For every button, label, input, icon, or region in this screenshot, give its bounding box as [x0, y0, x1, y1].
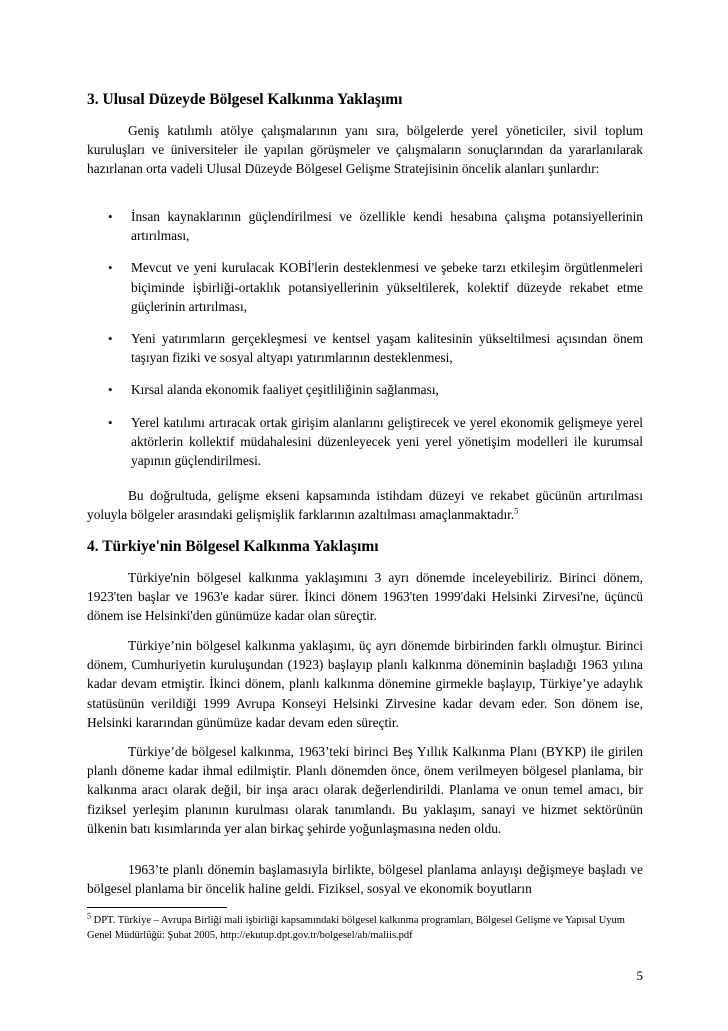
- footnote-reference[interactable]: 5: [514, 506, 519, 516]
- list-item-text: İnsan kaynaklarının güçlendirilmesi ve özellikle kendi hesabına çalışma potansiyellerinin artırılması,: [131, 209, 643, 244]
- bullet-icon: •: [108, 331, 113, 347]
- section-4-paragraph: Türkiye'nin bölgesel kalkınma yaklaşımını 3 ayrı dönemde inceleyebiliriz. Birinci dönem, 1923'ten başlar ve 1963'e kadar sürer. İkinci dönem 1963'ten 1999'daki Helsinki Zirvesi'ne, üçüncü dönem ise Helsinki'den günümüze kadar olan süreçtir.: [87, 570, 643, 624]
- list-item: [87, 329, 643, 367]
- list-item-text: Kırsal alanda ekonomik faaliyet çeşitliliğinin sağlanması,: [131, 382, 439, 398]
- list-item: [87, 258, 643, 316]
- section-3-intro-paragraph: Geniş katılımlı atölye çalışmalarının yanı sıra, bölgelerde yerel yöneticiler, sivil toplum kuruluşları ve üniversiteler ile yapılan görüşmeler ve çalışmaların sonuçlarından da yararlanılarak hazırlanan orta vadeli Ulusal Düzeyde Bölgesel Gelişme Stratejisinin öncelik alanları şunlardır:: [87, 123, 643, 177]
- footnote-number: 5: [87, 911, 91, 921]
- bullet-icon: •: [108, 382, 113, 398]
- bullet-icon: •: [108, 209, 113, 224]
- list-item-text: Mevcut ve yeni kurulacak KOBİ'lerin desteklenmesi ve şebeke tarzı etkileşim örgütlenmeleri biçiminde işbirliği-ortaklık potansiyellerinin yükseltilerek, kolektif düzeyde rekabet etme güçlerinin artırılması,: [131, 260, 643, 314]
- list-item-text: Yerel katılımı artıracak ortak girişim alanlarını geliştirecek ve yerel ekonomik gelişmeye yerel aktörlerin kollektif müdahalesini düzenleyecek yeni yerel yönetişim modelleri ile kurumsal yapının güçlendirilmesi.: [131, 414, 643, 469]
- list-item-text: Yeni yatırımların gerçekleşmesi ve kentsel yaşam kalitesinin yükseltilmesi açısından önem taşıyan fiziki ve sosyal altyapı yatırımlarının desteklenmesi,: [131, 331, 643, 366]
- section-4-paragraph: Türkiye’nin bölgesel kalkınma yaklaşımı, üç ayrı dönemde birbirinden farklı olmuştur. Birinci dönem, Cumhuriyetin kuruluşundan (1923) başlayıp planlı kalkınma döneminin başladığı 1963 yılına kadar devam etmiştir. İkinci dönem, planlı kalkınma dönemine girmekle başlayıp, Türkiye’ye adaylık statüsünün verildiği 1999 Avrupa Konseyi Helsinki Zirvesine kadar devam eder. Son dönem ise, Helsinki kararından günümüze kadar devam eden süreçtir.: [87, 638, 643, 730]
- list-item: [87, 207, 643, 245]
- section-4-paragraph: 1963’te planlı dönemin başlamasıyla birlikte, bölgesel planlama anlayışı değişmeye başladı ve bölgesel planlama bir öncelik haline geldi. Fiziksel, sosyal ve ekonomik boyutların: [87, 862, 643, 897]
- section-4-paragraph: Türkiye’de bölgesel kalkınma, 1963’teki birinci Beş Yıllık Kalkınma Planı (BYKP) ile girilen planlı döneme kadar ihmal edilmiştir. Planlı dönemden önce, önem verilmeyen bölgesel planlama, bir kalkınma aracı olarak değil, bir inşa aracı olarak değerlendirildi. Planlama ve onun temel amacı, bir fiziksel yerleşim planının kurulması olarak tanımlandı. Bu yaklaşım, sanayi ve hizmet sektörünün ülkenin batı kısımlarında yer alan birkaç şehirde yoğunlaşmasına neden oldu.: [87, 744, 643, 836]
- footnote-text: DPT. Türkiye – Avrupa Birliği mali işbirliği kapsamındaki bölgesel kalkınma programları, Bölgesel Gelişme ve Yapısal Uyum Genel Müdürlüğü: Şubat 2005, http://ekutup.dpt.gov.tr/bolgesel/ab/maliis.pdf: [87, 915, 625, 941]
- section-4-heading: 4. Türkiye'nin Bölgesel Kalkınma Yaklaşımı: [87, 538, 379, 555]
- list-item: [87, 380, 643, 399]
- section-3-closing-paragraph: [87, 486, 643, 524]
- page-number: 5: [636, 968, 643, 983]
- footnote-divider: [87, 907, 227, 908]
- priority-areas-list: [87, 207, 643, 483]
- section-3-heading: 3. Ulusal Düzeyde Bölgesel Kalkınma Yaklaşımı: [87, 91, 403, 108]
- footnote: [87, 913, 643, 943]
- bullet-icon: •: [108, 260, 113, 276]
- closing-text: Bu doğrultuda, gelişme ekseni kapsamında istihdam düzeyi ve rekabet gücünün artırılması yoluyla bölgeler arasındaki gelişmişlik farklarının azaltılması amaçlanmaktadır.: [87, 488, 643, 523]
- bullet-icon: •: [108, 414, 113, 430]
- list-item: [87, 413, 643, 471]
